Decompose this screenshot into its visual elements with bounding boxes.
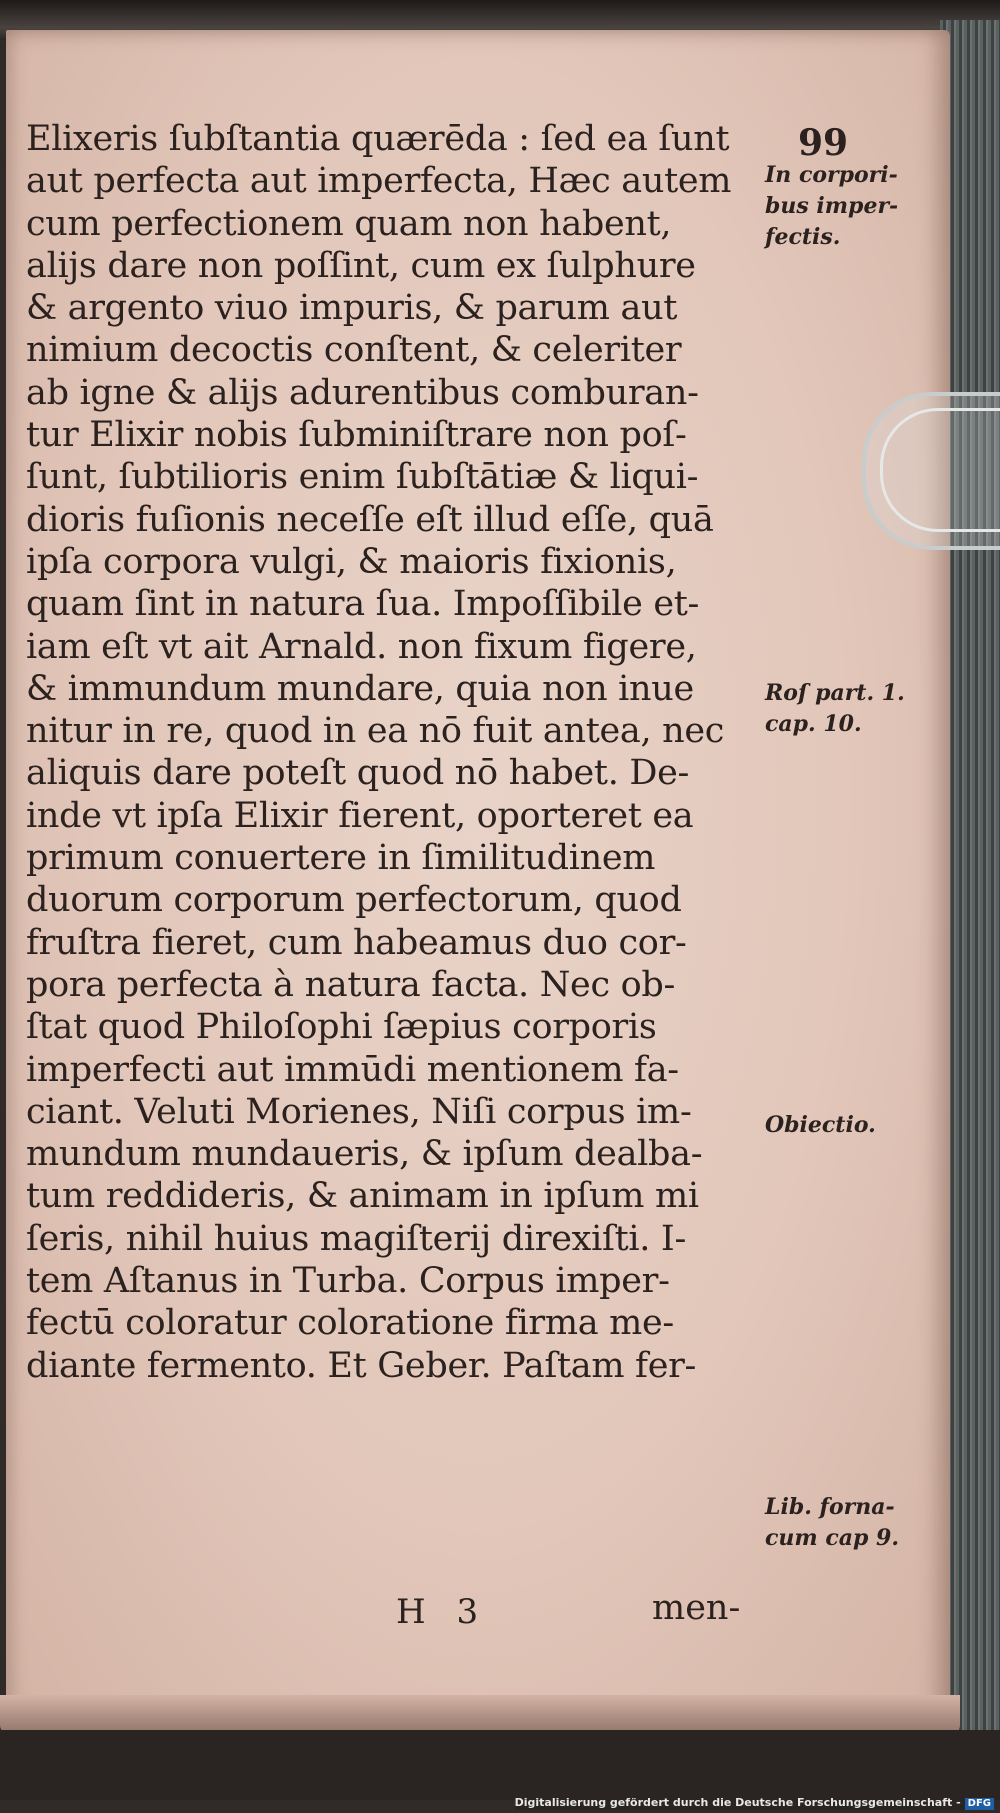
text-line: fruſtra fieret, cum habeamus duo cor- (26, 922, 687, 963)
text-line: ciant. Veluti Morienes, Niſi corpus im- (26, 1091, 692, 1132)
text-line: cum perfectionem quam non habent, (26, 203, 672, 244)
catchword: men- (652, 1588, 741, 1628)
text-line: ſtat quod Philoſophi ſæpius corporis (26, 1007, 657, 1048)
marginal-note (765, 160, 941, 253)
text-line: iam eſt vt ait Arnald. non fixum figere, (26, 626, 697, 667)
text-line: fectū coloratur coloratione firma me- (26, 1303, 674, 1344)
text-line: ſeris, nihil huius magiſterij direxiſti. I- (26, 1218, 686, 1259)
text-line: aliquis dare poteſt quod nō habet. De- (26, 753, 690, 794)
text-line: duorum corporum perfectorum, quod (26, 880, 682, 921)
text-line: mundum mundaueris, & ipſum dealba- (26, 1134, 703, 1175)
text-line: primum conuertere in ſimilitudinem (26, 838, 656, 879)
marginal-note-line: cum cap 9. (765, 1525, 899, 1551)
text-line: & argento viuo impuris, & parum aut (26, 288, 678, 329)
page-bottom-curl (0, 1695, 960, 1735)
bottom-background (0, 1730, 1000, 1800)
text-line: ipſa corpora vulgi, & maioris fixionis, (26, 541, 677, 582)
text-line: nitur in re, quod in ea nō fuit antea, nec (26, 711, 725, 752)
marginal-note-line: bus imper- (765, 193, 899, 219)
text-line: tur Elixir nobis ſubminiſtrare non poſ- (26, 415, 687, 456)
text-line: tum reddideris, & animam in ipſum mi (26, 1176, 699, 1217)
text-line: Elixeris ſubſtantia quærēda : ſed ea ſunt (26, 119, 730, 159)
marginal-note (765, 678, 941, 740)
text-line: pora perfecta à natura facta. Nec ob- (26, 964, 675, 1005)
signature-mark: H 3 (396, 1592, 489, 1632)
text-line: aut perfecta aut imperfecta, Hæc autem (26, 161, 732, 202)
marginal-note (765, 1110, 941, 1141)
marginal-note-line: cap. 10. (765, 711, 862, 737)
marginal-note-line: fectis. (765, 224, 841, 250)
text-line: ab igne & alijs adurentibus comburan- (26, 372, 699, 413)
text-line: dioris fuſionis neceſſe eſt illud eſſe, quā (26, 499, 714, 540)
text-line: & immundum mundare, quia non inue (26, 668, 694, 709)
paper-clip-inner-loop (880, 408, 1000, 532)
text-line: ſunt, ſubtilioris enim ſubſtātiæ & liqui- (26, 457, 699, 498)
text-line: alijs dare non poſſint, cum ex ſulphure (26, 245, 696, 286)
dfg-logo-icon: DFG (965, 1798, 994, 1810)
marginal-note-line: In corpori- (765, 162, 898, 188)
marginal-note-line: Obiectio. (765, 1112, 876, 1138)
marginal-note-line: Roſ part. 1. (765, 680, 905, 706)
digitization-footer (515, 1796, 994, 1810)
text-line: diante fermento. Et Geber. Paſtam fer- (26, 1345, 697, 1386)
text-line: imperfecti aut immūdi mentionem fa- (26, 1049, 679, 1090)
body-text (26, 118, 762, 1387)
text-line: nimium decoctis conſtent, & celeriter (26, 330, 682, 371)
text-line: inde vt ipſa Elixir fierent, oporteret ea (26, 795, 694, 836)
text-line: quam ſint in natura ſua. Impoſſibile et- (26, 584, 700, 625)
footer-text: Digitalisierung gefördert durch die Deutsche Forschungsgemeinschaft - (514, 1796, 961, 1809)
marginal-note-line: Lib. forna- (765, 1494, 895, 1520)
text-line: tem Aſtanus in Turba. Corpus imper- (26, 1261, 670, 1302)
marginal-note (765, 1492, 941, 1554)
page-number: 99 (798, 122, 849, 164)
